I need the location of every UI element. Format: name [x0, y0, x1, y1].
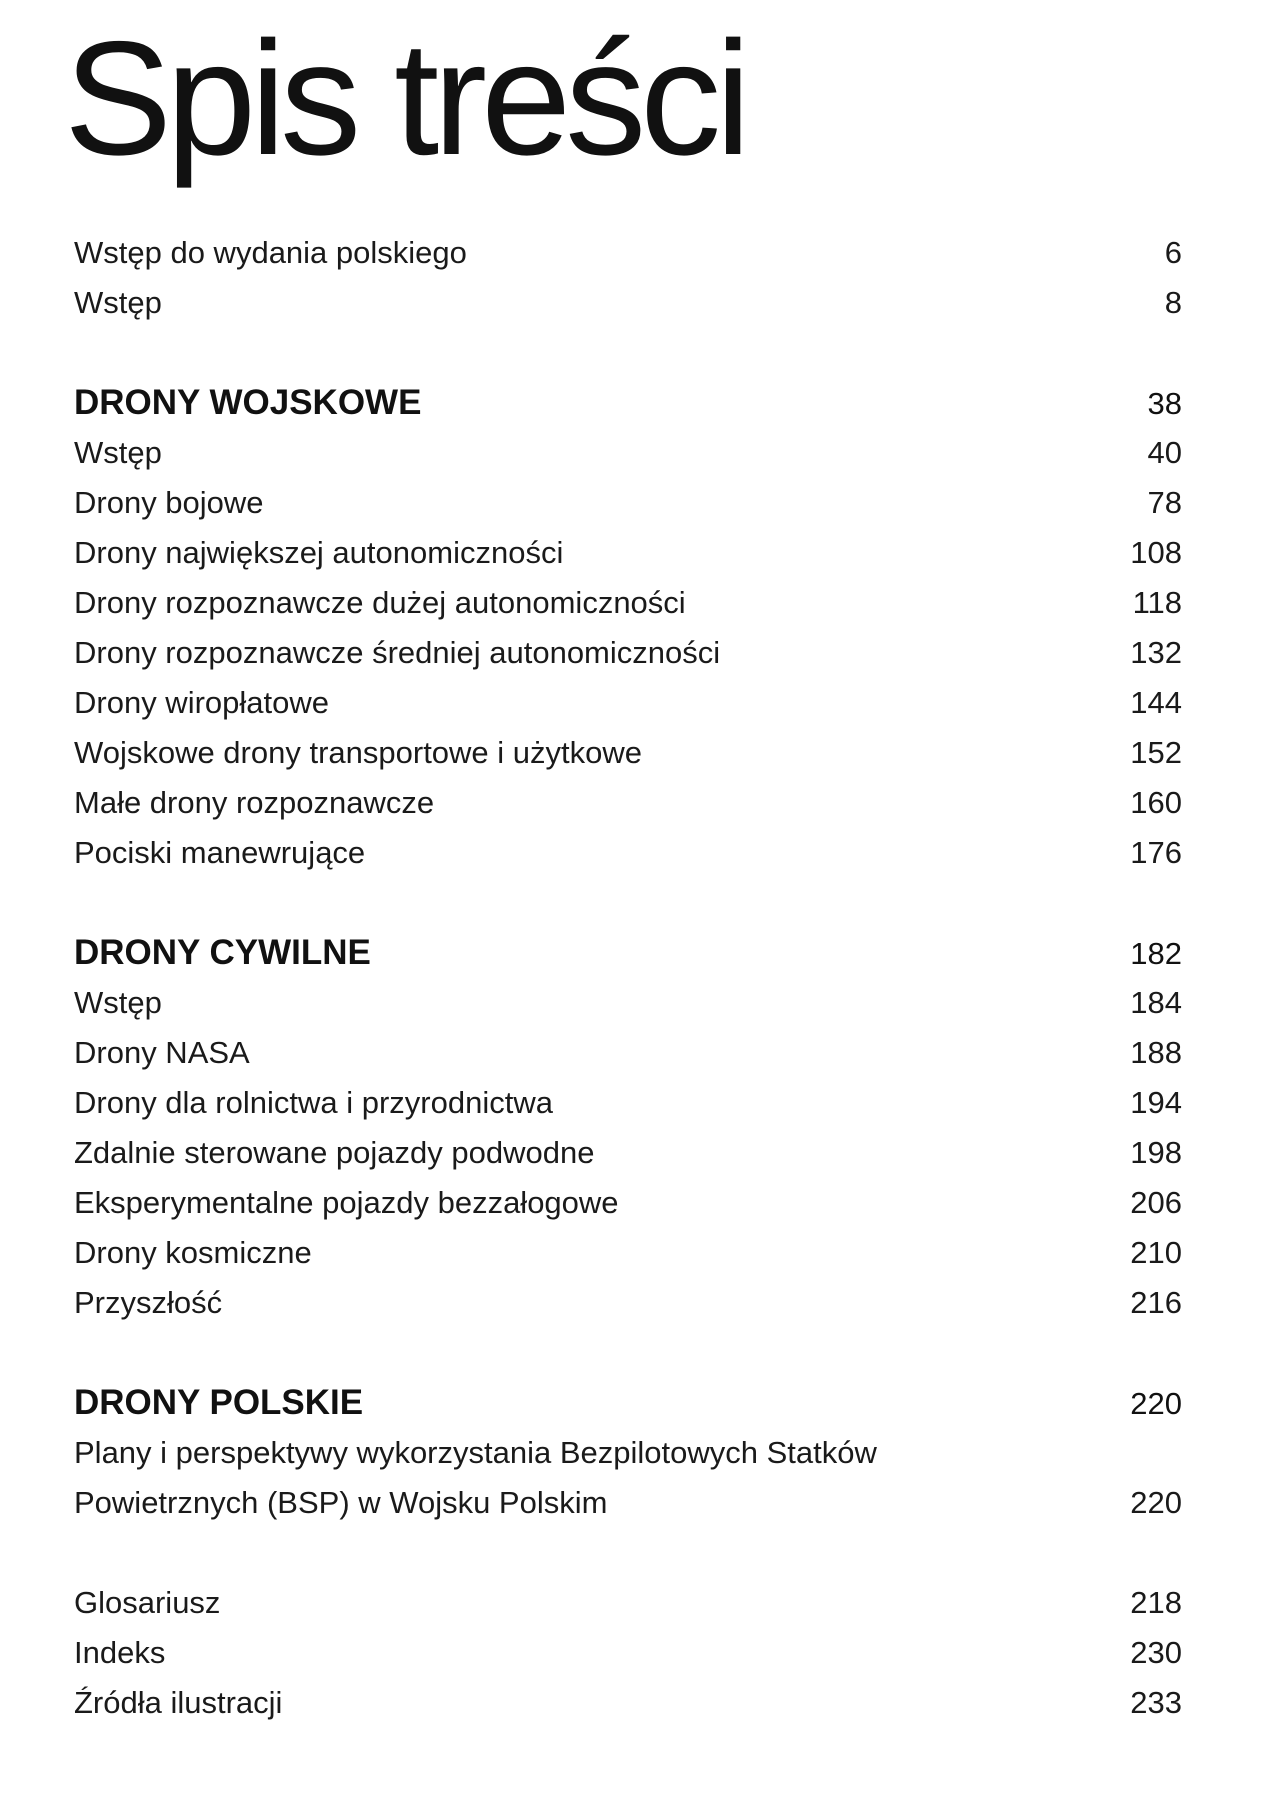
toc-entry-label-line2: Powietrznych (BSP) w Wojsku Polskim: [74, 1485, 608, 1520]
toc-entry-page: 144: [1130, 685, 1182, 720]
toc-section-civil: [74, 928, 1182, 1328]
toc-entry-page: 188: [1130, 1035, 1182, 1070]
toc-section-heading-page: 38: [1147, 386, 1182, 421]
toc-entry[interactable]: [74, 228, 1182, 278]
toc-entry-label: Eksperymentalne pojazdy bezzałogowe: [74, 1185, 619, 1220]
toc-entry-label: Drony rozpoznawcze dużej autonomiczności: [74, 585, 686, 620]
toc-entry-line2: [74, 1478, 1182, 1528]
toc-entry[interactable]: [74, 1178, 1182, 1228]
spacer: [74, 328, 1182, 378]
toc-entry-label: Wstęp: [74, 285, 162, 320]
toc-entry-page: 216: [1130, 1285, 1182, 1320]
toc-entry[interactable]: [74, 978, 1182, 1028]
toc-entry[interactable]: [74, 1228, 1182, 1278]
spacer: [74, 878, 1182, 928]
toc-entry-label: Drony bojowe: [74, 485, 264, 520]
toc-entry-label: Drony kosmiczne: [74, 1235, 312, 1270]
toc-entry-page: 78: [1147, 485, 1182, 520]
toc-entry-page: 6: [1164, 235, 1182, 270]
toc-entry-page: 184: [1130, 985, 1182, 1020]
toc-entry[interactable]: [74, 428, 1182, 478]
toc-entry-page: 218: [1130, 1585, 1182, 1620]
toc-entry[interactable]: [74, 528, 1182, 578]
table-of-contents: [74, 228, 1182, 1728]
spacer: [74, 1528, 1182, 1578]
toc-entry[interactable]: [74, 278, 1182, 328]
toc-entry[interactable]: [74, 1578, 1182, 1628]
toc-section-heading-page: 182: [1130, 936, 1182, 971]
toc-entry-page: 206: [1130, 1185, 1182, 1220]
toc-entry[interactable]: [74, 1278, 1182, 1328]
toc-entry-label: Źródła ilustracji: [74, 1685, 283, 1720]
toc-entry[interactable]: [74, 728, 1182, 778]
toc-entry-page: 198: [1130, 1135, 1182, 1170]
toc-entry-label: Zdalnie sterowane pojazdy podwodne: [74, 1135, 595, 1170]
toc-entry[interactable]: [74, 1628, 1182, 1678]
toc-entry[interactable]: [74, 1428, 1182, 1528]
toc-entry[interactable]: [74, 1128, 1182, 1178]
toc-entry-label: Indeks: [74, 1635, 166, 1670]
toc-entry[interactable]: [74, 478, 1182, 528]
toc-section-heading-page: 220: [1130, 1386, 1182, 1421]
toc-section-heading-label: DRONY CYWILNE: [74, 933, 371, 972]
toc-entry[interactable]: [74, 578, 1182, 628]
toc-entry-page: 210: [1130, 1235, 1182, 1270]
toc-section-heading[interactable]: [74, 378, 1182, 428]
toc-entry[interactable]: [74, 1028, 1182, 1078]
toc-entry-page: 152: [1130, 735, 1182, 770]
toc-entry[interactable]: [74, 678, 1182, 728]
toc-entry-label: Drony wiropłatowe: [74, 685, 329, 720]
toc-section-military: [74, 378, 1182, 878]
toc-entry-page: 194: [1130, 1085, 1182, 1120]
toc-entry-page: 118: [1132, 585, 1182, 620]
toc-back-matter: [74, 1578, 1182, 1728]
toc-section-polish: [74, 1378, 1182, 1528]
toc-entry-page: 220: [1130, 1485, 1182, 1520]
toc-entry-page: 233: [1130, 1685, 1182, 1720]
toc-entry-label: Glosariusz: [74, 1585, 221, 1620]
toc-entry-label: Drony największej autonomiczności: [74, 535, 564, 570]
toc-section-heading[interactable]: [74, 1378, 1182, 1428]
toc-entry-page: 230: [1130, 1635, 1182, 1670]
toc-entry[interactable]: [74, 628, 1182, 678]
toc-entry[interactable]: [74, 778, 1182, 828]
toc-entry-label: Małe drony rozpoznawcze: [74, 785, 435, 820]
toc-entry[interactable]: [74, 1678, 1182, 1728]
page-title: Spis treści: [64, 8, 746, 189]
toc-entry-page: 160: [1130, 785, 1182, 820]
toc-section-heading-label: DRONY WOJSKOWE: [74, 383, 422, 422]
toc-entry[interactable]: [74, 1078, 1182, 1128]
toc-entry-label: Pociski manewrujące: [74, 835, 366, 870]
toc-intro: [74, 228, 1182, 328]
toc-entry-label: Drony NASA: [74, 1035, 250, 1070]
toc-entry-label: Drony rozpoznawcze średniej autonomiczności: [74, 635, 721, 670]
toc-entry-page: 132: [1130, 635, 1182, 670]
toc-section-heading[interactable]: [74, 928, 1182, 978]
toc-entry-label: Przyszłość: [74, 1285, 223, 1320]
toc-section-heading-label: DRONY POLSKIE: [74, 1383, 364, 1422]
toc-entry-label: Drony dla rolnictwa i przyrodnictwa: [74, 1085, 553, 1120]
toc-entry-label: Wstęp: [74, 435, 162, 470]
toc-entry-page: 176: [1130, 835, 1182, 870]
toc-entry-label: Wstęp: [74, 985, 162, 1020]
toc-entry[interactable]: [74, 828, 1182, 878]
toc-entry-label-line1: Plany i perspektywy wykorzystania Bezpilotowych Statków: [74, 1435, 877, 1470]
spacer: [74, 1328, 1182, 1378]
toc-entry-label: Wojskowe drony transportowe i użytkowe: [74, 735, 643, 770]
toc-entry-page: 40: [1147, 435, 1182, 470]
toc-entry-page: 108: [1130, 535, 1182, 570]
toc-entry-label: Wstęp do wydania polskiego: [74, 235, 467, 270]
toc-entry-page: 8: [1164, 285, 1182, 320]
